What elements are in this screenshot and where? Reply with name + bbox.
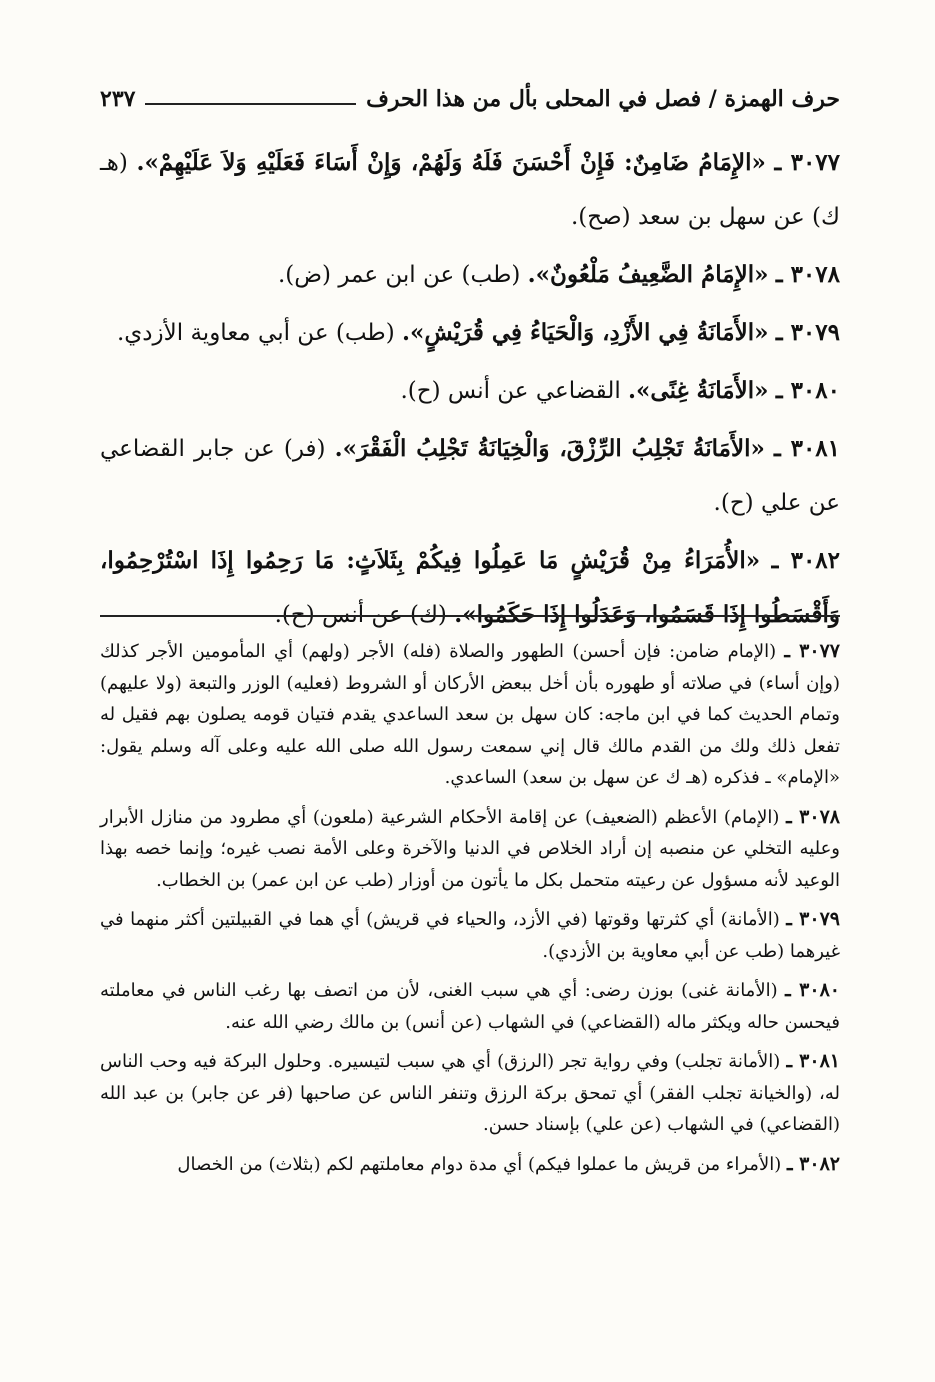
commentary-entry (100, 975, 840, 1038)
hadith-text: «الأَمَانَةُ تَجْلِبُ الرِّزْقَ، وَالْخِيَانَةُ تَجْلِبُ الْفَقْرَ». (334, 435, 765, 462)
hadith-source: القضاعي عن أنس (ح). (400, 378, 621, 404)
commentary-number: ٣٠٧٨ ـ (786, 805, 840, 828)
commentary-section (100, 636, 840, 1188)
commentary-text: (الأمراء من قريش ما عملوا فيكم) أي مدة دوام معاملتهم لكم (بثلاث) من الخصال (177, 1153, 782, 1175)
commentary-number: ٣٠٨١ ـ (786, 1050, 840, 1072)
hadith-source: (طب) عن أبي معاوية الأزدي. (116, 320, 395, 346)
commentary-text: (الأمانة) أي كثرتها وقوتها (في الأزد، والحياء في قريش) أي هما في القبيلتين أكثر منهما في غيرهما (طب عن أبي معاوية بن الأزدي). (100, 909, 840, 962)
commentary-entry (100, 802, 840, 897)
hadith-source: (فر) عن جابر القضاعي عن علي (ح). (100, 436, 840, 516)
hadith-entry (100, 534, 840, 642)
hadith-number: ٣٠٧٨ ـ (775, 261, 840, 288)
hadith-source: (ك) عن أنس (ح). (274, 602, 447, 628)
commentary-text: (الإمام) الأعظم (الضعيف) عن إقامة الأحكام الشرعية (ملعون) أي مطرود من منازل الأبرار وعليه التخلي عن منصبه إن أراد الخلاص في الدنيا والآخرة وعلى الأمة نصب غيره؛ وإنما خصه بهذا الوعيد لأنه مسؤول عن رعيته متحمل بكل ما يأتون من أوزار (طب عن ابن عمر) بن الخطاب. (100, 806, 840, 891)
header-rule (145, 103, 356, 105)
hadith-text: «الأَمَانَةُ فِي الأَزْدِ، وَالْحَيَاءُ فِي قُرَيْشٍ». (402, 319, 769, 346)
commentary-text: (الأمانة غنى) بوزن رضى: أي هي سبب الغنى، لأن من اتصف بها رغب الناس في معاملته فيحسن حاله ويكثر ماله (القضاعي) في الشهاب (عن أنس) بن مالك رضي الله عنه. (100, 980, 840, 1033)
commentary-text: (الإمام ضامن: فإن أحسن) الطهور والصلاة (فله) الأجر (ولهم) أي المأمومين الأجر كذلك (وإن أساء) في صلاته أو طهوره بأن أخل ببعض الأركان أو الشروط (فعليه) الوزر والتبعة (ولا عليهم) وتمام الحديث كما في ابن ماجه: كان سهل بن سعد الساعدي يقدم فتيان قومه يصلون بهم فقيل له تفعل ذلك ولك من القدم مالك قال إني سمعت رسول الله صلى الله عليه وعلى آله وسلم يقول: «الإمام» ـ فذكره (هـ ك عن سهل بن سعد) الساعدي. (100, 641, 840, 788)
hadith-number: ٣٠٨١ ـ (774, 435, 841, 462)
running-title: حرف الهمزة / فصل في المحلى بأل من هذا الحرف (366, 86, 840, 112)
hadith-source: (هـ ك) عن سهل بن سعد (صح). (100, 150, 840, 230)
commentary-number: ٣٠٨٠ ـ (785, 979, 840, 1001)
hadith-source: (طب) عن ابن عمر (ض). (277, 262, 521, 288)
page-number: ٢٣٧ (100, 86, 136, 112)
hadith-number: ٣٠٧٩ ـ (775, 319, 840, 346)
hadith-text: «الإِمَامُ ضَامِنٌ: فَإِنْ أَحْسَنَ فَلَهُ وَلَهُمْ، وَإِنْ أَسَاءَ فَعَلَيْهِ وَلاَ عَلَيْهِمْ». (136, 149, 766, 176)
commentary-entry (100, 1149, 840, 1181)
commentary-number: ٣٠٧٩ ـ (786, 908, 840, 930)
hadith-text: «الأَمَانَةُ غِنًى». (628, 377, 769, 404)
hadith-number: ٣٠٨٠ ـ (775, 377, 840, 404)
hadith-number: ٣٠٧٧ ـ (774, 149, 841, 176)
hadith-entry (100, 306, 840, 360)
hadith-entry (100, 364, 840, 418)
hadith-text: «الأُمَرَاءُ مِنْ قُرَيْشٍ مَا عَمِلُوا فِيكُمْ بِثَلاَثٍ: مَا رَحِمُوا إِذَا اسْتُرْحِمُوا، وَأَقْسَطُوا إِذَا قَسَمُوا، وَعَدَلُوا إِذَا حَكَمُوا». (100, 547, 840, 628)
commentary-entry (100, 636, 840, 794)
hadith-entry (100, 248, 840, 302)
commentary-entry (100, 1046, 840, 1141)
hadith-list (100, 136, 840, 646)
commentary-entry (100, 904, 840, 967)
hadith-number: ٣٠٨٢ ـ (771, 547, 841, 574)
hadith-entry (100, 422, 840, 530)
page-header (100, 72, 840, 112)
commentary-number: ٣٠٨٢ ـ (786, 1152, 840, 1175)
commentary-number: ٣٠٧٧ ـ (784, 640, 840, 662)
hadith-entry (100, 136, 840, 244)
hadith-text: «الإِمَامُ الضَّعِيفُ مَلْعُونٌ». (527, 261, 769, 288)
commentary-text: (الأمانة تجلب) وفي رواية تجر (الرزق) أي هي سبب لتيسيره. وحلول البركة فيه وحب الناس له، (والخيانة تجلب الفقر) أي تمحق بركة الرزق وتنفر الناس عن صاحبها (فر عن جابر) بن عبد الله (القضاعي) في الشهاب (عن علي) بإسناد حسن. (100, 1051, 840, 1135)
section-divider (100, 615, 840, 617)
